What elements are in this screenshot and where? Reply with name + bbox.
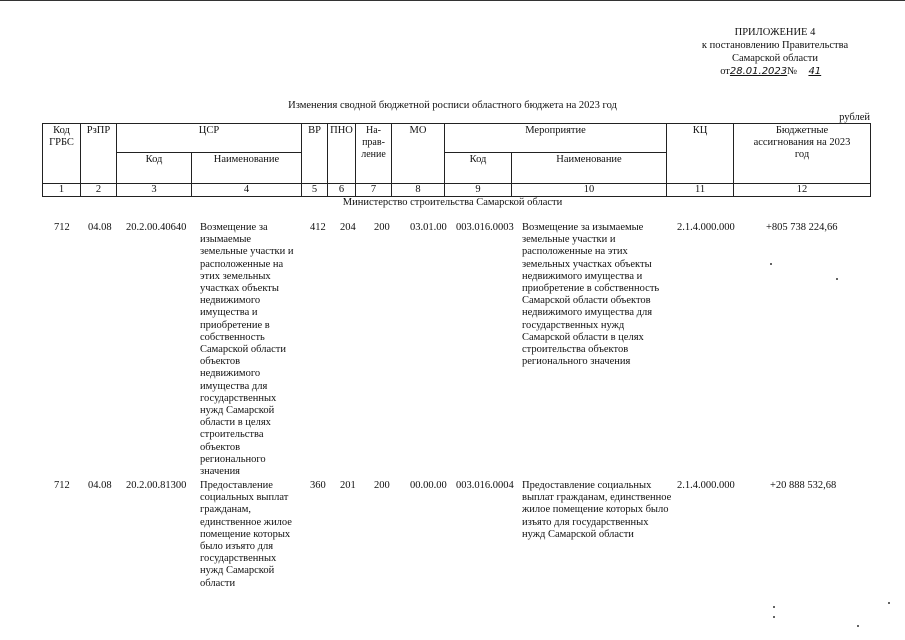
header-csr-name: Наименование <box>192 153 302 184</box>
cell-csr-name: Возмещение за изымаемые земельные участки и расположенные на этих земельных участках объекты недвижимого имущества и приобретение в собственность Самарской области объектов недвижимого имущества для государственных нужд Самарской области в целях строительства объектов регионального значения <box>200 222 294 478</box>
ministry-heading: Министерство строительства Самарской области <box>342 197 563 208</box>
appendix-block <box>650 26 900 78</box>
header-kc: КЦ <box>667 124 734 184</box>
col-num: 10 <box>512 184 667 197</box>
col-num: 2 <box>81 184 117 197</box>
col-num: 3 <box>117 184 192 197</box>
appendix-region: Самарской области <box>732 53 818 64</box>
header-napravlenie: На-прав-ление <box>356 124 392 184</box>
cell-csr-name: Предоставление социальных выплат гражданам, единственное жилое помещение которых было изъято для государственных нужд Самарской области <box>200 480 292 589</box>
cell-mer-code: 003.016.0004 <box>456 480 514 491</box>
cell-kc: 2.1.4.000.000 <box>677 480 735 491</box>
header-pno: ПНО <box>328 124 356 184</box>
col-num: 6 <box>328 184 356 197</box>
cell-pno: 201 <box>340 480 356 491</box>
header-budget: Бюджетные ассигнования на 2023 год <box>734 124 871 184</box>
cell-napr: 200 <box>374 480 390 491</box>
scan-speck <box>836 278 838 280</box>
col-num: 11 <box>667 184 734 197</box>
col-num: 9 <box>445 184 512 197</box>
document-title: Изменения сводной бюджетной росписи областного бюджета на 2023 год <box>288 100 617 111</box>
currency-unit: рублей <box>839 112 870 123</box>
handwritten-number: 41 <box>808 66 822 77</box>
cell-grbs: 712 <box>54 222 70 233</box>
date-prefix: от <box>720 66 730 77</box>
header-vr: ВР <box>302 124 328 184</box>
cell-napr: 200 <box>374 222 390 233</box>
col-num: 7 <box>356 184 392 197</box>
scan-speck <box>857 625 859 627</box>
handwritten-date: 28.01.2023 <box>729 66 788 77</box>
top-border-line <box>0 0 905 1</box>
cell-mer-name: Предоставление социальных выплат гражданам, единственное жилое помещение которых было изъято для государственных нужд Самарской области <box>522 480 672 540</box>
col-num: 4 <box>192 184 302 197</box>
appendix-title: ПРИЛОЖЕНИЕ 4 <box>734 27 816 38</box>
header-csr: ЦСР <box>117 124 302 153</box>
cell-csr-code: 20.2.00.40640 <box>126 222 187 233</box>
cell-mo: 00.00.00 <box>410 480 447 491</box>
header-kod-grbs: Код ГРБС <box>43 124 81 184</box>
cell-csr-code: 20.2.00.81300 <box>126 480 187 491</box>
header-mer-name: Наименование <box>512 153 667 184</box>
col-num: 1 <box>43 184 81 197</box>
cell-amount: +20 888 532,68 <box>770 480 837 491</box>
header-mer-kod: Код <box>445 153 512 184</box>
budget-table-header <box>42 123 871 197</box>
col-num: 8 <box>392 184 445 197</box>
cell-amount: +805 738 224,66 <box>766 222 838 233</box>
scan-speck <box>888 602 890 604</box>
header-rzpr: РзПР <box>81 124 117 184</box>
scan-speck <box>773 606 775 608</box>
appendix-resolution: к постановлению Правительства <box>701 40 849 51</box>
cell-pno: 204 <box>340 222 356 233</box>
cell-mo: 03.01.00 <box>410 222 447 233</box>
cell-grbs: 712 <box>54 480 70 491</box>
scan-speck <box>770 263 772 265</box>
number-prefix: № <box>787 66 798 77</box>
appendix-date-line <box>650 65 900 78</box>
cell-rzpr: 04.08 <box>88 480 112 491</box>
header-mo: МО <box>392 124 445 184</box>
cell-mer-code: 003.016.0003 <box>456 222 514 233</box>
cell-kc: 2.1.4.000.000 <box>677 222 735 233</box>
col-num: 12 <box>734 184 871 197</box>
cell-mer-name: Возмещение за изымаемые земельные участки и расположенные на этих земельных участках объекты недвижимого имущества и приобретение в собственность Самарской области объектов недвижимого имущества для государственных нужд Самарской области в целях строительства объектов регионального значения <box>522 222 660 368</box>
cell-vr: 360 <box>310 480 326 491</box>
scan-speck <box>773 616 775 618</box>
header-csr-kod: Код <box>117 153 192 184</box>
cell-rzpr: 04.08 <box>88 222 112 233</box>
cell-vr: 412 <box>310 222 326 233</box>
col-num: 5 <box>302 184 328 197</box>
header-meropriyatie: Мероприятие <box>445 124 667 153</box>
